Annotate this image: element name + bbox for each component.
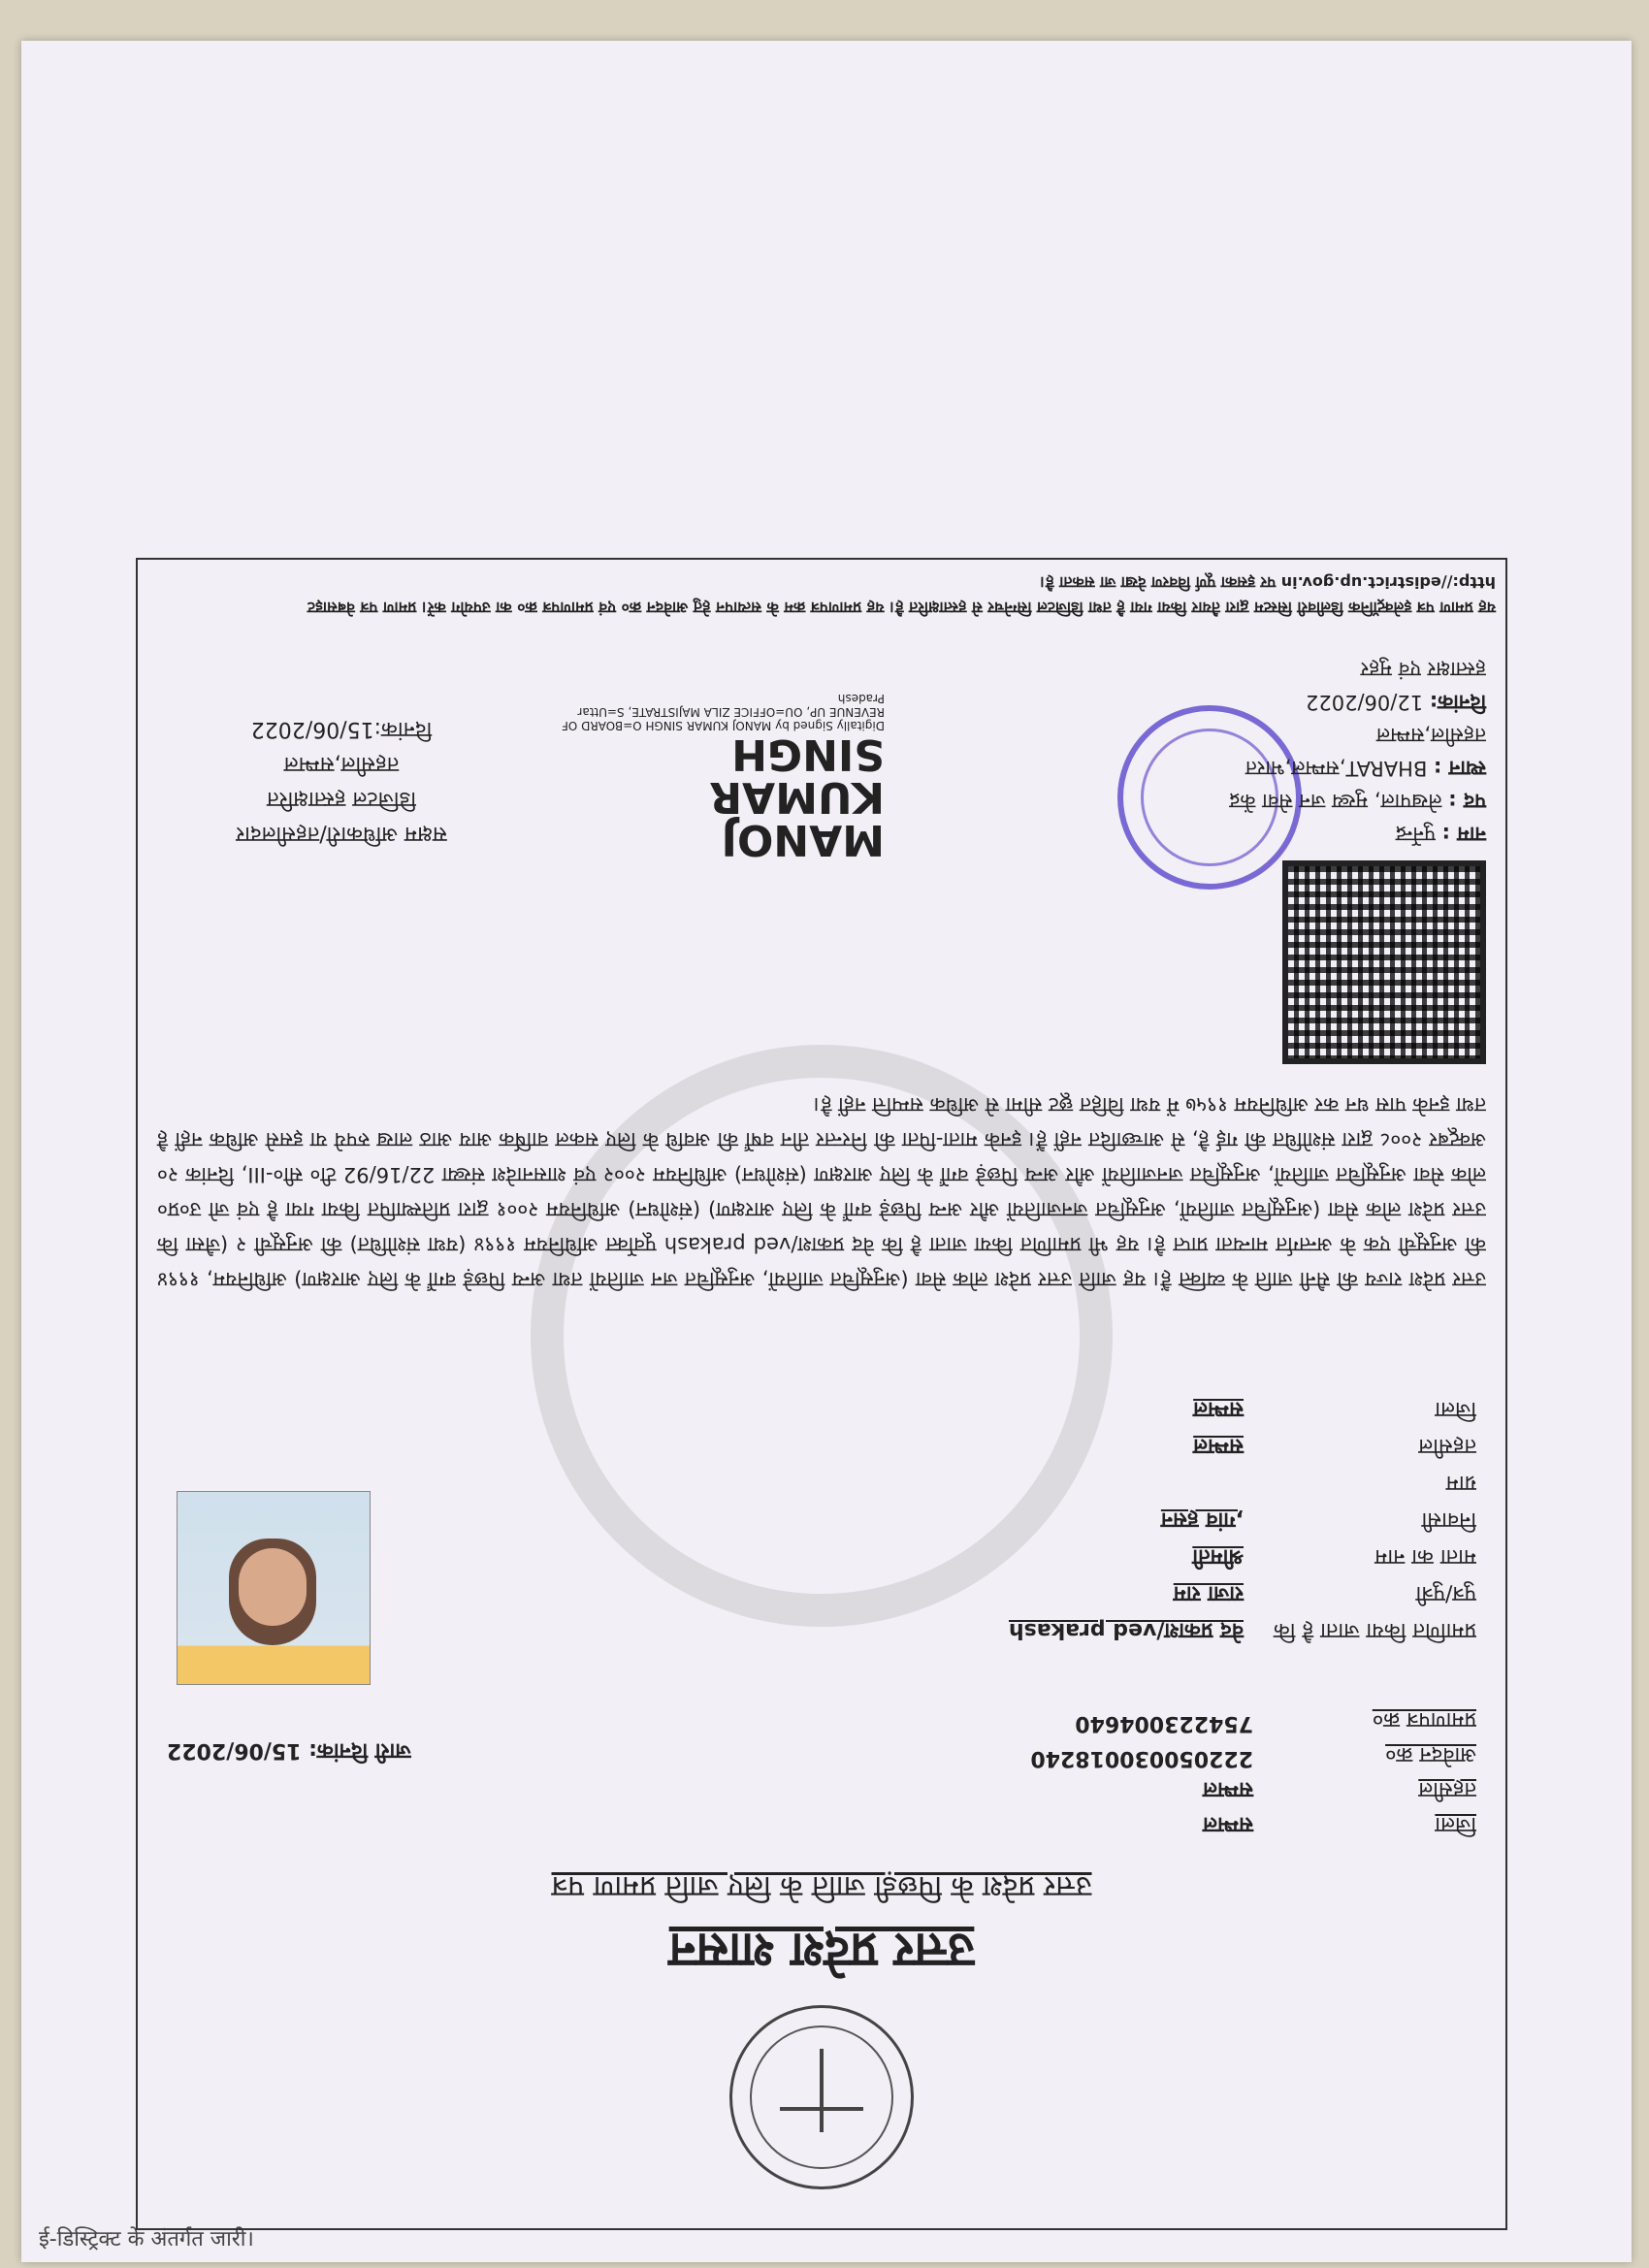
issue-date: जारी दिनांक: 15/06/2022: [167, 1738, 411, 1763]
applicant-fields: [506, 1388, 1476, 1646]
field-row: पुत्र/पुत्री राजा राम: [1173, 1581, 1476, 1605]
field-row: माता का नाम श्रीमती: [1192, 1544, 1476, 1569]
certificate-body: उत्तर प्रदेश राज्य की सैनी जाति के व्यक्ति हैं। यह जाति उत्तर प्रदेश लोक सेवा (अनुसूचित जातियों, अनुसूचित जन जातियों तथा अन्य पिछड़े वर्गों के लिए आरक्षण) अधिनियम, १९९४ की अनुसूची एक के अन्तर्गत मान्यता प्राप्त है। यह भी प्रमाणित किया जाता है कि वेद प्रकाश/ved prakash पूर्वोक्त अधिनियम १९९४ (यथा संशोधित) की अनुसूची २ (जैसा कि उत्तर प्रदेश लोक सेवा (अनुसूचित जातियों, अनुसूचित जनजातियों और अन्य पिछड़े वर्गों के लिए आरक्षण) (संशोधन) अधिनियम २००१ द्वारा प्रतिस्थापित किया गया है एवं जो उ०प्र० लोक सेवा अनुसूचित जातियों, अनुसूचित जनजातियों और अन्य पिछड़े वर्गों के लिए आरक्षण (संशोधन) अधिनियम २००२ एवं शासनादेश संख्या 22/16/92 टी० सी०-III, दिनांक २० अक्टूबर २००८ द्वारा संशोधित की गई है, से आच्छादित नहीं हैं। इनके माता-पिता की निरन्तर तीन वर्षों की अवधि के लिए सकल वार्षिक आय आठ लाख रुपये या इससे अधिक नहीं है तथा इनके पास धन कर अधिनियम १९५७ में यथा विहित छूट सीमा से अधिक सम्पत्ति नहीं है।: [157, 1093, 1486, 1291]
field-row: निवासी ,गांव हसन: [1160, 1507, 1476, 1532]
govt-title: उत्तर प्रदेश शासन: [668, 1923, 975, 1979]
certificate-subtitle: उत्तर प्रदेश के पिछड़ी जाति के लिए जाति प्रमाण पत्र: [551, 1869, 1092, 1903]
field-row: प्रमाणित किया जाता है कि वेद प्रकाश/ved prakash: [1008, 1618, 1476, 1642]
footer-note: ई-डिस्ट्रिक्ट के अंतर्गत जारी।: [39, 2227, 254, 2252]
meta-row: तहसील सम्भल: [1203, 1777, 1476, 1801]
up-emblem-icon: [729, 2005, 914, 2189]
field-row: ग्राम: [1445, 1471, 1476, 1495]
authority-block: सक्षम अधिकारी/तहसीलदार डिजिटल हस्ताक्षरित तहसील,सम्भल दिनांक:15/06/2022: [236, 717, 447, 846]
field-row: जिला सम्भल: [1193, 1397, 1476, 1421]
applicant-photo: [177, 1491, 371, 1685]
field-row: तहसील सम्भल: [1193, 1434, 1476, 1458]
validation-note: यह प्रमाण पत्र इलेक्ट्रॉनिक डिलीवरी सिस्टम द्वारा तैयार किया गया है तथा डिजिटल सिग्नेचर से हस्ताक्षरित है। यह प्रमाणपत्र क्रम के सत्यापन हेतु आवेदन क्र० एवं प्रमाणपत्र क्र० का उपयोग करें। प्रमाण पत्र वेबसाइट http://edistrict.up.gov.in पर इसका पूर्ण विवरण देखा जा सकता है।: [307, 573, 1496, 617]
qr-code-icon: [1282, 860, 1486, 1064]
digital-signature: MANOJ KUMAR SINGH Digitally Signed by MANOJ KUMAR SINGH O=BOARD OF REVENUE UP, OU=OFFICE ZILA MAJISTRATE, S=Uttar Pradesh: [561, 692, 885, 864]
meta-row: प्रमाणपत्र क्र० 754223004640: [1075, 1707, 1476, 1735]
meta-row: आवेदन क्र० 222050030018240: [1030, 1742, 1476, 1770]
certificate: [136, 558, 1507, 2230]
meta-block: [409, 1701, 1476, 1840]
meta-row: जिला सम्भल: [1203, 1812, 1476, 1836]
signatory-block: नाम : पुर्नेन्द्र पद : लेखपाल, मुख्य जन सेवा केंद्र स्थान : BHARAT,सम्भल,भारत तहसील,सम्भल दिनांक: 12/06/2022 हस्ताक्षर एवं मुहर: [1229, 658, 1486, 846]
